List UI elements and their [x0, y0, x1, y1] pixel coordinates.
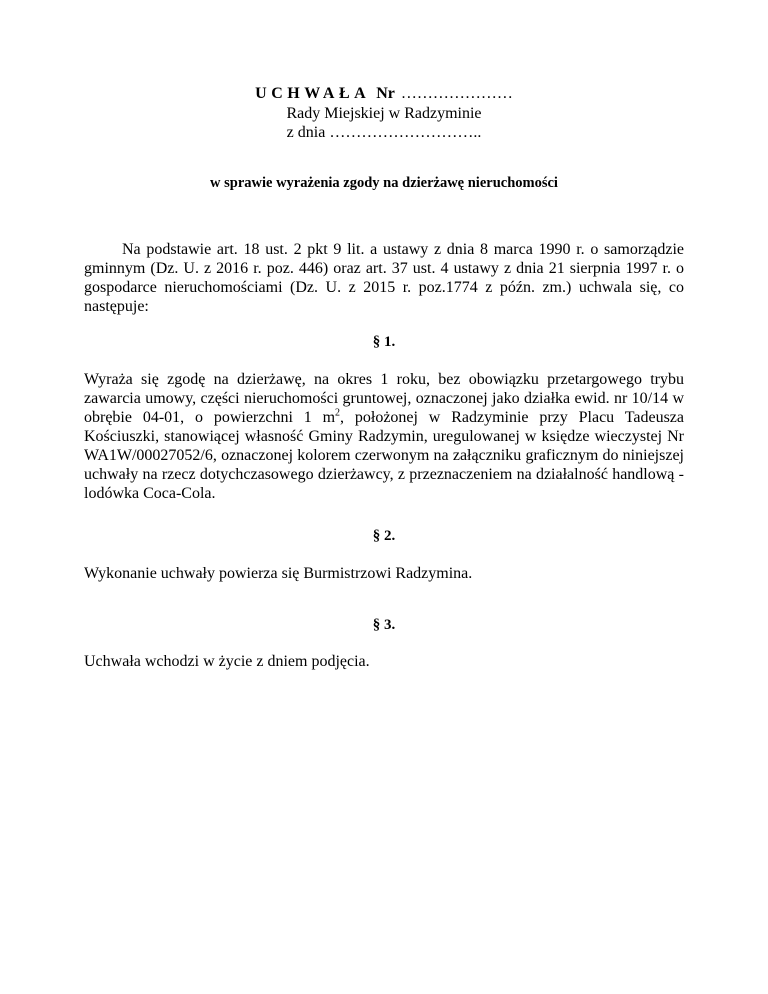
section-2-text: Wykonanie uchwały powierza się Burmistrzowi Radzymina. — [84, 565, 473, 582]
number-label: Nr — [376, 85, 395, 102]
document-title-line — [0, 84, 768, 103]
section-1-heading: § 1. — [372, 334, 396, 350]
section-1-text-part-1: Wyraża się zgodę na dzierżawę, na okres 1 roku, bez obowiązku przetargowego trybu zawarcia umowy, części nieruchomości gruntowej, oznaczonej jako działka ewid. nr 10/14 w obrębie 04-01, o powierzchni 1 m — [84, 371, 684, 426]
section-1-text — [84, 370, 684, 503]
section-3-heading: § 3. — [372, 617, 396, 633]
document-date: z dnia ……………………….. — [286, 124, 482, 141]
area-unit-superscript: 2 — [335, 407, 341, 419]
section-3-text: Uchwała wchodzi w życie z dniem podjęcia. — [84, 653, 370, 670]
section-1-text-part-2: , położonej w Radzyminie przy Placu Tadeusza Kościuszki, stanowiącej własność Gminy Radzymin, uregulowanej w księdze wieczystej Nr WA1W/00027052/6, oznaczonej kolorem czerwonym na załączniku graficznym do niniejszej uchwały na rzecz dotychczasowego dzierżawcy, z przeznaczeniem na działalność handlową - lodówka Coca-Cola. — [84, 409, 685, 502]
section-2-heading: § 2. — [372, 528, 396, 544]
document-title: UCHWAŁA — [255, 85, 371, 102]
number-placeholder: ………………… — [400, 85, 513, 102]
council-name: Rady Miejskiej w Radzyminie — [286, 105, 482, 122]
document-subject: w sprawie wyrażenia zgody na dzierżawę nieruchomości — [210, 175, 558, 191]
intro-paragraph: Na podstawie art. 18 ust. 2 pkt 9 lit. a ustawy z dnia 8 marca 1990 r. o samorządzie gminnym (Dz. U. z 2016 r. poz. 446) oraz art. 37 ust. 4 ustawy z dnia 21 sierpnia 1997 r. o gospodarce nieruchomościami (Dz. U. z 2015 r. poz.1774 z późn. zm.) uchwala się, co następuje: — [84, 241, 684, 315]
